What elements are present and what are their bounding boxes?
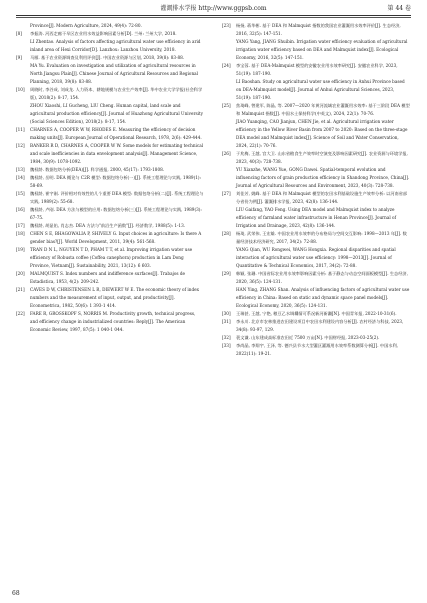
reference-entry <box>222 102 410 118</box>
reference-entry <box>222 62 410 78</box>
reference-text: 王瑞甚, 王越, 宁艳, 粮豆乙水调耦情可系况新河新疆[N]. 中国青年报, 2022-10-31(6). <box>236 311 397 316</box>
reference-entry <box>16 142 204 166</box>
reference-number: [19] <box>16 247 25 252</box>
reference-number: [28] <box>222 231 231 236</box>
reference-entry <box>222 270 410 286</box>
reference-entry <box>222 78 410 102</box>
reference-number: [14] <box>16 175 25 180</box>
reference-number: [29] <box>222 271 231 276</box>
reference-text: 魏权龄, 岳明. DEA 概论与 C2R 模型: 数据包络分析(一)[J]. 系统工程理论与实践, 1989(1): 58-69. <box>30 175 201 188</box>
reference-text: 于兆梅, 王越, 宫大卫. 山东省粮食生产效率时空演变及影响因素研究[J]. 农业资源与环境学报, 2023, 40(3): 728-738. <box>236 151 408 164</box>
reference-number: [23] <box>222 23 231 28</box>
reference-entry <box>16 310 204 334</box>
reference-text: JIAO Yuanqing, CAO Jianjun, CHEN Jie, et al. Agricultural irrigation water efficiency in the Yellow River Basin from 2007 to 2020: Based on the three-stage DEA model and Malmquist index[J]. Science of Soil and Water Conservation, 2024, 22(1): 70-76. <box>236 119 408 148</box>
reference-number: [22] <box>16 311 25 316</box>
reference-text: MA Yu. Evaluation on investigation and utilization of agricultural resources in North Jiangsu Plain[J]. Chinese Journal of Agricultural Resources and Regional Planning, 2018, 39(8): 83-88. <box>30 63 198 84</box>
reference-entry <box>222 286 410 310</box>
reference-entry <box>16 22 204 30</box>
page-number: 68 <box>12 590 20 597</box>
reference-entry <box>16 270 204 286</box>
reference-number: [30] <box>222 311 231 316</box>
reference-number: [12] <box>16 143 25 148</box>
reference-text: HAN Ying, ZHANG Shan. Analysis of influencing factors of agricultural water use efficiency in China: Based on static and dynamic space panel models[J]. Ecological Economy, 2020, 36(5): 124-131. <box>236 287 410 308</box>
reference-text: ZHOU Xiaoshi, LI Gucheng, LIU Cheng. Human capital, land scale and agricultural production efficiency[J]. Journal of Huazhong Agricultural University (Social Sciences Edition), 2018(2): 8-17, 154. <box>30 103 203 124</box>
reference-entry <box>16 206 204 222</box>
reference-text: 杨扬, 蒋华彬. 基于 DEA 和 Malmquist 指数的我国农业灌溉用水效率评价[J]. 生态经济, 2016, 32(5): 147-151. <box>236 23 401 36</box>
reference-number: [18] <box>16 231 25 236</box>
reference-entry <box>222 310 410 318</box>
reference-entry <box>222 206 410 230</box>
reference-text: 杨琦, 武荣伟, 王宏雄. 中国农业用水效率的分布格局与空间交互影响: 1998—2013 年[J]. 数量经济技术经济研究, 2017, 34(2): 72-88. <box>236 231 407 244</box>
reference-entry <box>16 54 204 62</box>
reference-number: [26] <box>222 151 231 156</box>
reference-entry <box>16 246 204 270</box>
reference-number: [25] <box>222 103 231 108</box>
reference-text: CHARNES A, COOPER W W, RHODES E. Measuring the efficiency of decision making units[J]. European Journal of Operational Research, 1978, 2(6): 429-444. <box>30 127 202 140</box>
reference-text: 周晓时, 李谷成, 刘成龙. 人力资本、耕地规模与农业生产效率[J]. 华中农业大学学报(社会科学版), 2018(2): 8-17, 154. <box>30 87 203 100</box>
reference-text: CHEN S E, BHAGOWALIA P, SHIVELY G. Input choices in agriculture: Is there A gender bias?[J]. World Development, 2011, 39(4): 561-568. <box>30 231 202 244</box>
reference-entry <box>222 334 410 342</box>
reference-text: 焦琦峰, 曾建军, 陈晶, 等. 2007—2020 年黄河流域农业灌溉用水效率: 基于三阶段 DEA 模型和 Malmquist 指数[J]. 中国水土保持科学(中英文), 2024, 22(1): 70-76. <box>236 103 410 116</box>
reference-text: LI Baoshan. Study on agricultural water use efficiency in Anhui Province based on DEA-Malmquist model[J]. Journal of Anhui Agricultural Sciences, 2023, 51(19): 187-190. <box>236 79 405 100</box>
reference-text: 李永川. 北京市农林推进农田建设项目中农田水利建设内容分析[J]. 农村经济与科技, 2023, 34(8): 93-97, 129. <box>236 319 404 332</box>
reference-entry <box>16 38 204 54</box>
reference-text: 马雁. 基于农业资源调查及利用评价[J]. 中国农业资源与区划, 2018, 39(8): 83-88. <box>30 55 185 60</box>
reference-entry <box>16 166 204 174</box>
reference-text: YU Xianzhe, WANG Yue, GONG Dawei. Spatial-temporal evolution and influencing factors of grain production efficiency in Shandong Province, China[J]. Journal of Agricultural Resources and Environment, 2023, 40(3): 728-738. <box>236 167 410 188</box>
references-left-column <box>16 22 204 587</box>
reference-text: YANG Qian, WU Rongwei, WANG Hongxia. Regional disparities and spatial interaction of agricultural water use efficiency: 1998—2013[J]. Journal of Quantitative & Technical Economics, 2017, 34(2): 72-88. <box>236 247 396 268</box>
reference-text: 李尚晶, 李翔宇, 王泽, 等. 德兴县节水大型灌区灌溉用水效率系数测算分析[J]. 中国水利, 2022(11): 19-21. <box>236 343 398 356</box>
reference-entry <box>16 286 204 310</box>
reference-text: 魏权龄, 崔宇刚. 评价相对有效性的几个重要 DEA 模型: 数据包络分析(二)[J]. 系统工程理论与实践, 1989(2): 55-68. <box>30 191 204 204</box>
journal-title: 灌溉排水学报 http://www.ggpsb.com <box>160 5 267 12</box>
reference-entry <box>222 150 410 166</box>
reference-entry <box>222 230 410 246</box>
header-rule <box>16 15 411 16</box>
reference-text: CAVES D W, CHRISTENSEN L R, DIEWERT W E. The economic theory of index numbers and the measurement of input, output, and productivity[J]. Econometrica, 1982, 50(6): 1 393-1 414. <box>30 287 199 308</box>
reference-text: FARE R, GROSSKOPF S, NORRIS M. Productivity growth, technical progress, and efficiency change in industrialized countries: Reply[J]. The American Economic Review, 1997, 87(5): 1 040-1 044. <box>30 311 196 332</box>
reference-number: [24] <box>222 63 231 68</box>
reference-entry <box>16 86 204 102</box>
reference-text: 李振涛. 河西走廊干旱区农业用水效益影响因素分析[D]. 兰州: 兰州大学, 2018. <box>30 31 177 36</box>
reference-text: MALMQUIST S. Index numbers and indifference surfaces[J]. Trabajos de Estadistica, 1953, 4(2): 209-242. <box>30 271 186 284</box>
reference-entry <box>222 22 410 38</box>
reference-entry <box>222 118 410 150</box>
reference-entry <box>222 190 410 206</box>
reference-entry <box>16 102 204 126</box>
page-header <box>16 5 411 15</box>
reference-number: [31] <box>222 319 231 324</box>
reference-text: Province[J]. Modern Agriculture, 2024, 49(4): 72-80. <box>30 23 142 28</box>
reference-number: [15] <box>16 191 25 196</box>
reference-number: [11] <box>16 127 25 132</box>
reference-number: [9] <box>16 55 22 60</box>
reference-text: YANG Yang, JIANG Shuibin. Irrigation water efficiency evaluation of agricultural irrigation water efficiency based on DEA and Malmquist index[J]. Ecological Economy, 2016, 32(5): 147-151. <box>236 39 408 60</box>
reference-number: [17] <box>16 223 25 228</box>
reference-entry <box>16 62 204 86</box>
reference-entry <box>16 230 204 246</box>
volume-label: 第 44 卷 <box>387 5 411 12</box>
header-rule-thin <box>16 17 411 18</box>
reference-number: [27] <box>222 191 231 196</box>
reference-text: 魏权龄, 胡显佑, 肖志杰. DEA 方法与"前沿生产函数"[J]. 经济数学, 1988(5): 1-13. <box>30 223 186 228</box>
reference-number: [20] <box>16 271 25 276</box>
reference-text: 刘佳芳, 姚峰. 基于 DEA 和 Malmquist 模型的农田水利基础设施生产效率分析: 以河南省部分省份为例[J]. 灌溉排水学报, 2023, 42(8): 136-144. <box>236 191 408 204</box>
reference-text: BANKER R D, CHARNES A, COOPER W W. Some models for estimating technical and scale inefficiencies in data envelopment analysis[J]. Management Science, 1984, 30(9): 1078-1092. <box>30 143 204 164</box>
reference-text: 魏权龄, 卢刚. DEA 方法与模型的应用: 数据包络分析(三)[J]. 系统工程理论与实践, 1989(3): 67-75. <box>30 207 202 220</box>
reference-entry <box>16 174 204 190</box>
reference-number: [21] <box>16 287 25 292</box>
reference-entry <box>16 222 204 230</box>
reference-text: LIU Gaifang, YAO Feng. Using DEA model and Malmquist index to analyze efficiency of farmland water infrastructure in Henan Province[J]. Journal of Irrigation and Drainage, 2023, 42(8): 136-144. <box>236 207 397 228</box>
reference-entry <box>222 342 410 358</box>
reference-number: [33] <box>222 343 231 348</box>
reference-number: [13] <box>16 167 25 172</box>
reference-entry <box>222 246 410 270</box>
reference-entry <box>222 38 410 62</box>
reference-text: 裴文谦. 山东建成高标准农田近 7500 万亩[N]. 中国财经报, 2023-03-25(2). <box>236 335 380 340</box>
reference-number: [16] <box>16 207 25 212</box>
reference-entry <box>16 30 204 38</box>
reference-text: 魏权龄. 数据包络分析(DEA)[J]. 科学通报, 2000, 45(17): 1793-1808. <box>30 167 165 172</box>
reference-text: 李宝蓉. 基于 DEA-Malmquist 模型的安徽农业用水效率研究[J]. 安徽农业科学, 2023, 51(19): 187-190. <box>236 63 398 76</box>
references-right-column <box>222 22 410 587</box>
reference-entry <box>16 126 204 142</box>
reference-text: TRAN D N L, NGUYEN T D, PHAM T T, et al. Improving irrigation water use efficiency of Robusta coffee (Coffea canephora) production in Lam Dong Province, Vietnam[J]. Sustainability, 2021, 13(12): 6 603. <box>30 247 193 268</box>
reference-number: [8] <box>16 31 22 36</box>
reference-text: LI Zhentao. Analysis of factors affecting agricultural water use efficiency in arid inland area of Hexi Corridor[D]. Lanzhou: Lanzhou University, 2018. <box>30 39 201 52</box>
reference-entry <box>222 166 410 190</box>
reference-text: 韩颖, 张珊. 中国省际农业用水效率影响因素分析: 基于静态与动态空间面板模型[J]. 生态经济, 2020, 36(5): 124-131. <box>236 271 408 284</box>
reference-number: [10] <box>16 87 25 92</box>
reference-entry <box>222 318 410 334</box>
reference-number: [32] <box>222 335 231 340</box>
reference-entry <box>16 190 204 206</box>
